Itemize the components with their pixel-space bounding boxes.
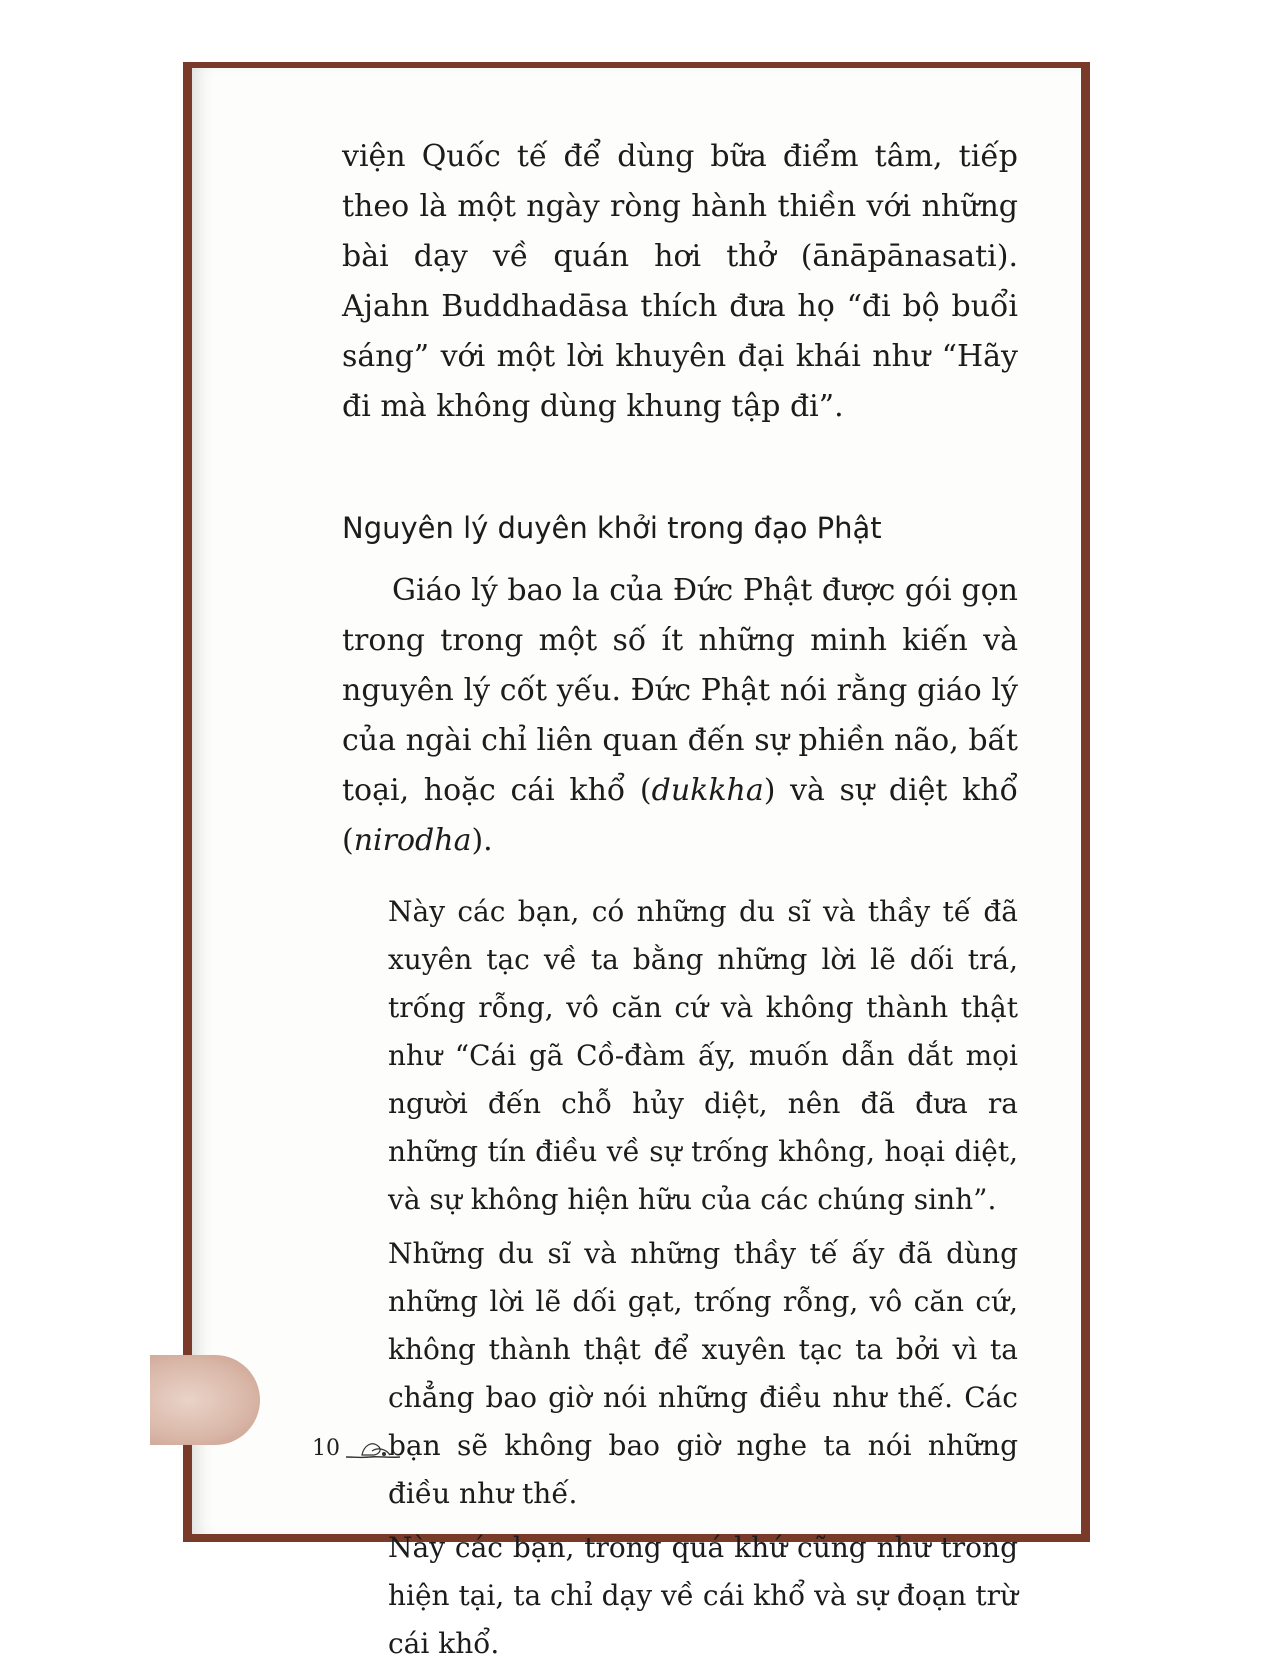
block-quote <box>342 888 1018 1668</box>
page-footer <box>312 1436 402 1461</box>
quote-paragraph-2: Những du sĩ và những thầy tế ấy đã dùng những lời lẽ dối gạt, trống rỗng, vô căn cứ, không thành thật để xuyên tạc ta bởi vì ta chẳng bao giờ nói những điều như thế. Các bạn sẽ không bao giờ nghe ta nói những điều như thế. <box>388 1237 1018 1510</box>
page-text <box>342 132 1018 1674</box>
body-text-c: ). <box>471 823 493 858</box>
quote-paragraph-1: Này các bạn, có những du sĩ và thầy tế đã xuyên tạc về ta bằng những lời lẽ dối trá, trống rỗng, vô căn cứ và không thành thật như “Cái gã Cồ-đàm ấy, muốn dẫn dắt mọi người đến chỗ hủy diệt, nên đã đưa ra những tín điều về sự trống không, hoại diệt, và sự không hiện hữu của các chúng sinh”. <box>388 895 1018 1216</box>
body-paragraph <box>342 566 1018 866</box>
body-text-b: ) và sự diệt khổ ( <box>342 773 1018 858</box>
thumb-holding-page <box>150 1355 260 1445</box>
ornament-icon <box>344 1437 402 1461</box>
term-nirodha: nirodha <box>353 823 472 858</box>
quote-paragraph-3: Này các bạn, trong quá khứ cũng như trong hiện tại, ta chỉ dạy về cái khổ và sự đoạn trừ cái khổ. <box>388 1531 1018 1660</box>
section-heading: Nguyên lý duyên khởi trong đạo Phật <box>342 511 882 545</box>
term-dukkha: dukkha <box>651 773 764 808</box>
page-number: 10 <box>312 1436 340 1461</box>
body-text-a: Giáo lý bao la của Đức Phật được gói gọn trong trong một số ít những minh kiến và nguyên lý cốt yếu. Đức Phật nói rằng giáo lý của ngài chỉ liên quan đến sự phiền não, bất toại, hoặc cái khổ ( <box>342 573 1018 808</box>
intro-paragraph: viện Quốc tế để dùng bữa điểm tâm, tiếp theo là một ngày ròng hành thiền với những bài dạy về quán hơi thở (ānāpānasati). Ajahn Buddhadāsa thích đưa họ “đi bộ buổi sáng” với một lời khuyên đại khái như “Hãy đi mà không dùng khung tập đi”. <box>342 139 1018 424</box>
